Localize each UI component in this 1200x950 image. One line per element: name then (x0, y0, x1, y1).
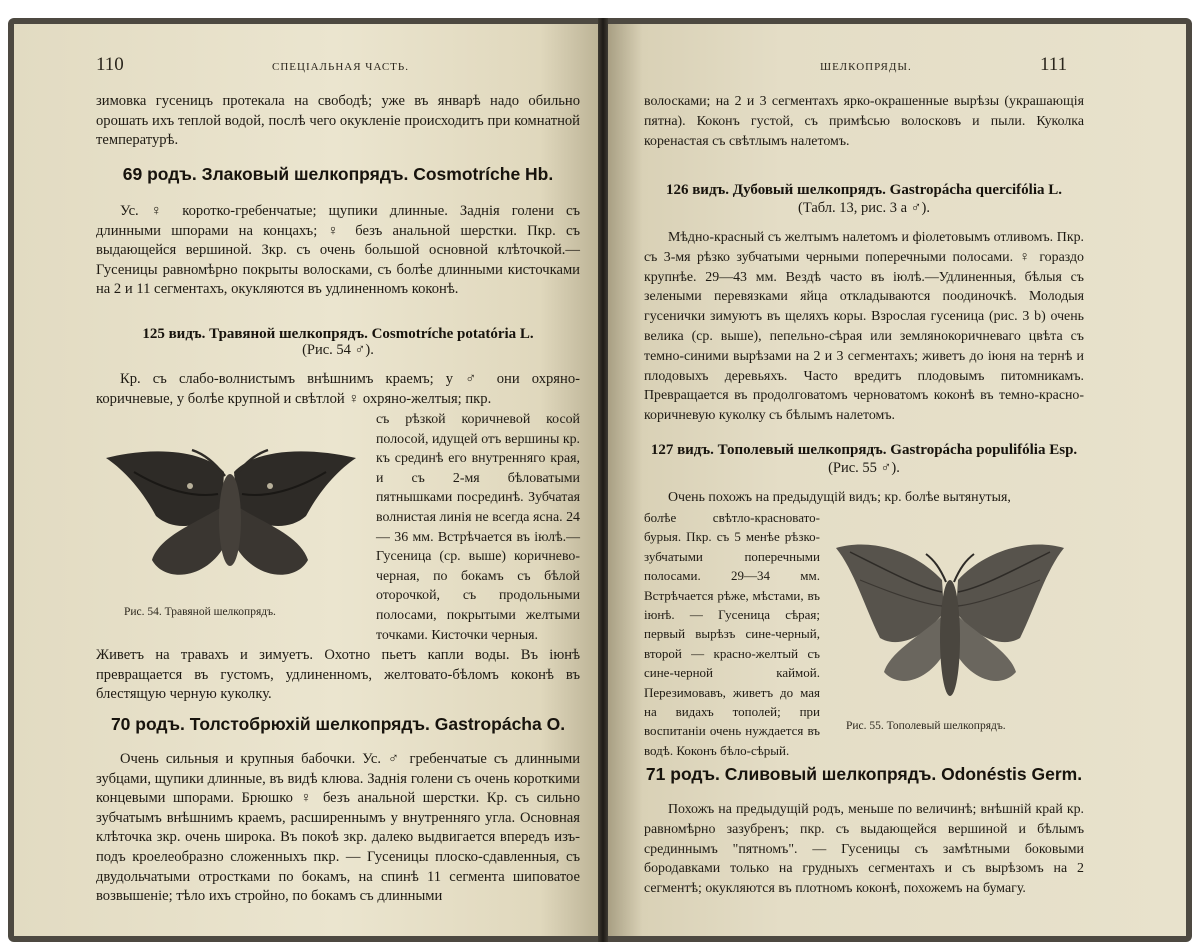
species-125-heading: 125 видъ. Травяной шелкопрядъ. Cosmotríche potatória L. (142, 326, 534, 342)
species-127-heading: 127 видъ. Тополевый шелкопрядъ. Gastropácha populifólia Esp. (650, 442, 1078, 458)
figure-54-moth-image (94, 432, 364, 602)
species-126-text: Мѣдно-красный съ желтымъ налетомъ и фіолетовымъ отливомъ. Пкр. съ 3-мя рѣзко зубчатыми черными поперечными полосами. ♀ гораздо крупнѣе. 29—43 мм. Вездѣ часто въ іюлѣ.—Удлиненныя, бѣлыя съ зелеными перевязками яйца откладываются поодиночкѣ. Молодыя гусенички зимуютъ въ щеляхъ коры. Взрослая гусеница (рис. 3 b) очень велика (ср. выше), пепельно-сѣрая или землянокоричневаго цвѣта съ темно-синими вырѣзами на 2 и 3 сегментахъ; живетъ до іюня на тернѣ и плодовыхъ деревьяхъ. Часто вредитъ плодовымъ питомникамъ. Превращается въ продолговатомъ черноватомъ коконѣ въ темно-красно-коричневую куколку съ бѣлымъ налетомъ. (644, 230, 1084, 424)
left-running-head: СПЕЦІАЛЬНАЯ ЧАСТЬ. (272, 61, 409, 73)
left-page (14, 24, 598, 936)
genus-71-text: Похожъ на предыдущій родъ, меньше по величинѣ; внѣшній край кр. равномѣрно зазубренъ; пкр. съ выдающейся вершиной и бѣлымъ срединнымъ "пятномъ". — Гусеницы съ замѣтными боковыми бородавками только на грудныхъ сегментахъ и съ вырѣзомъ на 2 сегментѣ; окукляются въ плотномъ коконѣ, похожемъ на бумагу. (644, 802, 1084, 897)
genus-70-text: Очень сильныя и крупныя бабочки. Ус. ♂ гребенчатые съ длинными зубцами, щупики длинные, въ видѣ клюва. Заднія голени съ очень короткими концевыми шпорами. Брюшко ♀ безъ анальной шерстки. Кр. съ сильно зубчатымъ внѣшнимъ краемъ, расширеннымъ у внутренняго угла. Основная клѣточка зкр. очень широка. Въ покоѣ зкр. далеко выдвигается впередъ изъ-подъ кроелеобразно сложенныхъ пкр. — Гусеницы плоско-сдавленныя, съ двудольчатыми отростками по бокамъ, на спинѣ 11 сегмента шиповатое возвышеніе; тѣло ихъ стройно, по бокамъ съ длинными (96, 751, 580, 905)
species-127-text-top: Очень похожъ на предыдущій видъ; кр. болѣе вытянутыя, (668, 490, 1011, 505)
right-running-head: ШЕЛКОПРЯДЫ. (820, 61, 912, 73)
right-page (608, 24, 1186, 936)
right-intro-text: волосками; на 2 и 3 сегментахъ ярко-окрашенные вырѣзы (украшающія пятна). Коконъ густой, съ примѣсью волосковъ и пыли. Куколка коренастая съ свѣтлымъ налетомъ. (644, 94, 1084, 149)
book-spread (8, 18, 1192, 942)
figure-55-moth-image (830, 520, 1070, 710)
genus-71-heading: 71 родъ. Сливовый шелкопрядъ. Odonéstis Germ. (645, 764, 1083, 784)
genus-70-heading: 70 родъ. Толстобрюхій шелкопрядъ. Gastropácha O. (110, 714, 566, 734)
right-page-number: 111 (1040, 54, 1068, 75)
species-125-text-top: Кр. съ слабо-волнистымъ внѣшнимъ краемъ; у ♂ они охряно-коричневые, у болѣе крупной и свѣтлой ♀ охряно-желтыя; пкр. (96, 371, 580, 407)
species-126-subheading: (Табл. 13, рис. 3 a ♂). (798, 200, 930, 216)
left-intro-text: зимовка гусеницъ протекала на свободѣ; уже въ январѣ надо обильно орошать ихъ теплой водой, послѣ чего окукленіе происходитъ при комнатной температурѣ. (96, 93, 580, 149)
species-127-text-side: болѣе свѣтло-красновато-бурыя. Пкр. съ 5 менѣе рѣзко-зубчатыми поперечными полосами. 29—34 мм. Встрѣчается рѣже, мѣстами, въ іюнѣ. — Гусеница сѣрая; первый вырѣзъ сине-черный, второй — красно-желтый съ сине-черной каймой. Перезимовавъ, живетъ до мая на видахъ тополей; при воспитаніи очень нуждается въ водѣ. Коконъ бѣло-сѣрый. (644, 510, 820, 758)
figure-55-caption: Рис. 55. Тополевый шелкопрядъ. (846, 720, 1006, 732)
species-125-text-side: съ рѣзкой коричневой косой полосой, идущей отъ вершины кр. къ срединѣ его внутренняго края, и съ 2-мя бѣловатыми пятнышками посрединѣ. Зубчатая волнистая линія не всегда ясна. 24 — 36 мм. Встрѣчается въ іюлѣ.—Гусеница (ср. выше) коричнево-черная, по бокамъ съ бѣлой оторочкой, съ продольными полосами, покрытыми желтыми точками. Кисточки черныя. (376, 412, 580, 643)
species-125-text-bottom: Живетъ на травахъ и зимуетъ. Охотно пьетъ капли воды. Въ іюнѣ превращается въ густомъ, удлиненномъ, желтовато-бѣломъ коконѣ въ блестящую черную куколку. (96, 647, 580, 703)
book-gutter (598, 18, 608, 942)
species-125-subheading: (Рис. 54 ♂). (302, 342, 374, 358)
figure-54-caption: Рис. 54. Травяной шелкопрядъ. (124, 606, 276, 618)
species-126-heading: 126 видъ. Дубовый шелкопрядъ. Gastropácha quercifólia L. (665, 182, 1063, 198)
genus-69-text: Ус. ♀ коротко-гребенчатые; щупики длинные. Заднія голени съ длинными шпорами на концахъ; ♀ безъ анальной шерстки. Пкр. съ выдающейся вершиной. Зкр. съ очень большой основной клѣточкой.—Гусеницы равномѣрно покрыты волосками, съ болѣе длинными кисточками на 2 и 11 сегментахъ, окукляются въ удлиненномъ коконѣ. (96, 203, 580, 298)
genus-69-heading: 69 родъ. Злаковый шелкопрядъ. Cosmotríche Hb. (122, 164, 554, 184)
left-page-number: 110 (96, 54, 124, 75)
species-127-subheading: (Рис. 55 ♂). (828, 460, 900, 476)
